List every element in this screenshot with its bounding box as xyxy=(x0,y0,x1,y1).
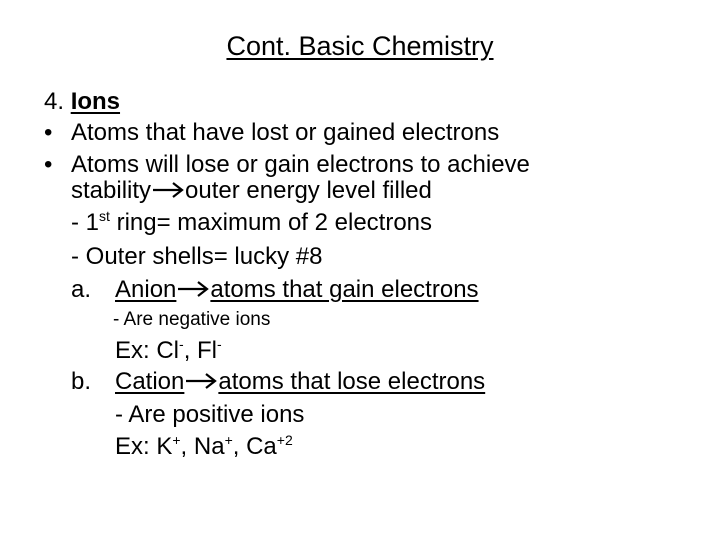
anion-line xyxy=(115,275,479,304)
cation-definition: atoms that lose electrons xyxy=(218,368,486,395)
stability-line: stability outer energy level filled xyxy=(71,177,432,204)
cation-line xyxy=(115,367,485,396)
cation-marker: b. xyxy=(71,368,92,395)
section-number: 4. xyxy=(44,88,65,115)
slide-title: Cont. Basic Chemistry xyxy=(226,31,494,61)
section-title: Ions xyxy=(70,88,121,115)
cation-example: Ex: K+, Na+, $Ca^{+2}$ xyxy=(115,432,293,460)
cation-term: Cation xyxy=(115,368,185,395)
ring-line: - 1st ring= maximum of 2 electrons xyxy=(71,208,433,236)
bullet-text-2: Atoms will lose or gain electrons to achieve xyxy=(71,151,530,178)
anion-marker: a. xyxy=(71,276,92,303)
outer-shells-line: - Outer shells= lucky #8 xyxy=(71,243,323,270)
bullet-item-2 xyxy=(44,150,52,179)
bullet-text-1: Atoms that have lost or gained electrons xyxy=(71,119,500,146)
anion-note: - Are negative ions xyxy=(113,309,271,330)
right-arrow-icon xyxy=(151,181,185,199)
cation-note: - Are positive ions xyxy=(115,401,305,428)
bullet-item-1 xyxy=(44,118,52,147)
anion-example: Ex: Cl-, Fl- xyxy=(115,336,222,364)
section-heading xyxy=(44,87,120,116)
right-arrow-icon xyxy=(176,280,210,298)
right-arrow-icon xyxy=(184,372,218,390)
anion-definition: atoms that gain electrons xyxy=(210,276,479,303)
anion-term: Anion xyxy=(115,276,177,303)
bullet-marker: • xyxy=(44,119,53,146)
bullet-marker: • xyxy=(44,151,53,178)
